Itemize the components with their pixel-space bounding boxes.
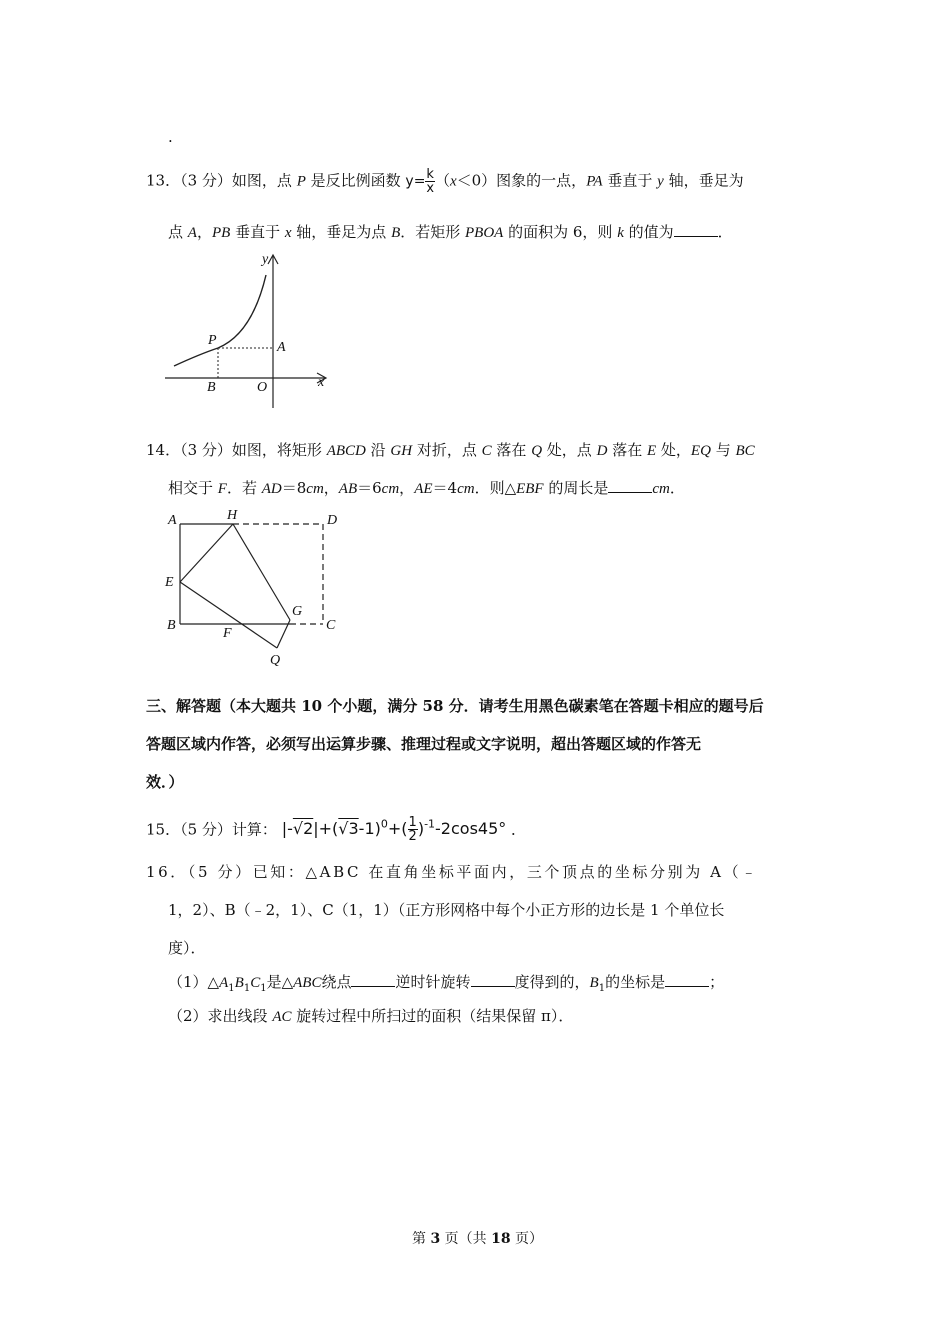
var-B: B [589, 975, 599, 991]
q15-line [146, 815, 526, 843]
q14-text: 落在 [607, 441, 647, 459]
var-PB: PB [211, 225, 231, 241]
q13-text: 轴，垂足为 [663, 171, 744, 190]
frac-den: 2 [408, 829, 417, 845]
fraction-one-half [408, 816, 418, 843]
q14-text: ＝4 [432, 479, 458, 497]
q14-text: 对折，点 [412, 441, 482, 459]
q14-text: 处， [656, 441, 691, 459]
subscript: 1 [228, 983, 235, 994]
q16-text: 是△ [266, 973, 294, 991]
stray-dot: . [168, 128, 173, 146]
q13-text: 垂直于 [602, 171, 658, 190]
var-x: x [449, 173, 457, 190]
sqrt-3: √3 [338, 819, 359, 839]
answer-blank [674, 222, 718, 237]
answer-blank [471, 972, 515, 987]
page-footer [412, 1228, 543, 1248]
q14-text: 的周长是 [543, 479, 609, 497]
label-B: B [167, 618, 176, 633]
q14-text: 沿 [365, 441, 391, 459]
total-pages: 18 [491, 1231, 511, 1247]
var-ABCD: ABCD [326, 443, 366, 459]
label-y: y [262, 252, 269, 267]
var-B: B [234, 975, 244, 991]
hyperbola-curve [174, 275, 266, 366]
q13-text: （ [434, 171, 450, 190]
label-Q: Q [270, 653, 281, 668]
math-part: ) [417, 819, 425, 839]
q16-part1 [168, 972, 724, 999]
q16-line1: 16．（5 分）已知：△ABC 在直角坐标平面内，三个顶点的坐标分别为 A（﹣ [146, 863, 759, 881]
section3-line1: 三、解答题（本大题共 10 个小题，满分 58 分．请考生用黑色碳素笔在答题卡相应的题号后 [146, 697, 764, 715]
q16-text: 绕点 [321, 973, 352, 991]
q14-text: 如图，将矩形 [231, 441, 327, 459]
q14-text: ， [399, 479, 415, 497]
label-P: P [208, 333, 217, 348]
var-B: B [391, 225, 401, 241]
q16-text: 的坐标是 [605, 973, 666, 991]
q14-text: ．则△ [474, 479, 517, 497]
math-part: -2cos45° [435, 819, 507, 839]
var-AD: AD [261, 481, 282, 497]
label-H: H [227, 508, 238, 523]
var-y: y [657, 173, 664, 190]
footer-text: 页） [510, 1231, 544, 1247]
q13-text: 垂直于 [230, 223, 285, 241]
var-F: F [217, 481, 227, 497]
var-C: C [481, 443, 492, 459]
q14-score: （3 分） [180, 441, 232, 459]
label-C: C [326, 618, 336, 633]
q13-text: 是反比例函数 [305, 171, 406, 190]
page-number: 3 [430, 1231, 441, 1247]
exponent-0: 0 [380, 818, 388, 831]
q14-line1 [146, 440, 755, 461]
q14-text: ， [323, 479, 339, 497]
var-BC: BC [735, 443, 755, 459]
var-AE: AE [414, 481, 433, 497]
var-Q: Q [531, 443, 543, 459]
var-D: D [596, 443, 608, 459]
q16-line3: 度）． [168, 939, 206, 957]
label-A: A [277, 340, 286, 355]
q13-line2 [168, 222, 733, 243]
unit-cm: cm [306, 481, 324, 497]
var-EBF: EBF [516, 481, 544, 497]
answer-blank [665, 972, 709, 987]
label-A: A [168, 513, 177, 528]
subscript: 1 [243, 983, 251, 994]
q13-score: （3 分） [180, 171, 232, 190]
var-k: k [617, 225, 624, 241]
section3-line2: 答题区域内作答，必须写出运算步骤、推理过程或文字说明，超出答题区域的作答无 [146, 735, 702, 753]
q14-figure [160, 505, 350, 670]
exponent-neg1: -1 [424, 818, 436, 831]
label-G: G [292, 604, 303, 619]
q14-text: ＝6 [357, 479, 382, 497]
q14-text: ． [669, 479, 685, 497]
unit-cm: cm [381, 481, 400, 497]
q14-text: ＝8 [281, 479, 307, 497]
q13-line1 [146, 168, 744, 195]
var-PA: PA [586, 173, 603, 190]
q14-line2 [168, 478, 685, 499]
section3-line3: 效．） [146, 773, 184, 791]
subscript: 1 [598, 983, 606, 994]
q15-score: （5 分） [180, 820, 232, 839]
math-part: -1) [358, 819, 381, 839]
unit-cm: cm [457, 481, 475, 497]
q13-text: ＜0）图象的一点， [456, 171, 587, 190]
answer-blank [351, 972, 395, 987]
unit-cm: cm [652, 481, 670, 497]
frac-num: k [426, 167, 434, 182]
q16-text: （1）△ [168, 973, 220, 991]
q13-text: 轴，垂足为点 [291, 223, 392, 241]
q14-number: 14． [146, 441, 181, 459]
q16-text: （2）求出线段 [168, 1007, 273, 1025]
footer-text: 页（共 [440, 1231, 492, 1247]
var-E: E [646, 443, 657, 459]
sqrt-2: √2 [292, 819, 314, 839]
q13-text: 的面积为 6，则 [503, 223, 618, 241]
q15-number: 15． [146, 820, 181, 839]
q16-text: 旋转过程中所扫过的面积（结果保留 π）． [291, 1007, 574, 1025]
label-F: F [223, 626, 232, 641]
q13-text: ． [717, 223, 733, 241]
formula-y-eq: y= [405, 173, 426, 190]
q14-text: 处，点 [542, 441, 597, 459]
q13-text: 点 [168, 223, 188, 241]
var-x: x [284, 225, 292, 241]
math-part: |+( [313, 819, 339, 839]
var-PBOA: PBOA [465, 225, 504, 241]
label-O: O [257, 380, 268, 395]
var-C: C [250, 975, 261, 991]
q13-figure [160, 250, 335, 410]
q14-text: 相交于 [168, 479, 218, 497]
q13-text: 如图，点 [231, 171, 297, 190]
q13-text: ．若矩形 [400, 223, 466, 241]
math-part: |- [281, 819, 293, 839]
answer-blank [608, 478, 652, 493]
q15-expression [281, 815, 507, 845]
q14-text: 落在 [491, 441, 532, 459]
var-A: A [219, 975, 229, 991]
q13-text: ， [196, 223, 212, 241]
segment-HE [180, 524, 233, 582]
q14-text: 与 [710, 441, 736, 459]
label-B: B [207, 380, 216, 395]
q16-text: 度得到的， [514, 973, 590, 991]
math-part: +( [387, 819, 408, 839]
label-x: x [318, 375, 325, 390]
frac-num: 1 [408, 815, 417, 831]
var-AB: AB [338, 481, 358, 497]
q15-end: ． [511, 820, 527, 839]
q13-number: 13． [146, 171, 181, 190]
segment-HG [233, 524, 290, 620]
label-E: E [165, 575, 174, 590]
q13-text: 的值为 [623, 223, 674, 241]
q16-line2: 1，2）、B（﹣2，1）、C（1，1）（正方形网格中每个小正方形的边长是 1 个单位长 [168, 901, 725, 919]
q16-text: ； [709, 973, 725, 991]
var-EQ: EQ [690, 443, 711, 459]
var-ABC: ABC [293, 975, 322, 991]
q16-part2 [168, 1006, 573, 1027]
subscript: 1 [260, 983, 267, 994]
q16-text: 逆时针旋转 [395, 973, 471, 991]
var-GH: GH [390, 443, 413, 459]
var-A: A [187, 225, 197, 241]
frac-den: x [426, 181, 435, 196]
footer-text: 第 [412, 1231, 431, 1247]
var-P: P [296, 173, 306, 190]
var-AC: AC [272, 1009, 292, 1025]
q14-text: ．若 [226, 479, 262, 497]
label-D: D [327, 513, 338, 528]
fraction-k-over-x [425, 168, 435, 195]
q15-text: 计算： [231, 820, 277, 839]
